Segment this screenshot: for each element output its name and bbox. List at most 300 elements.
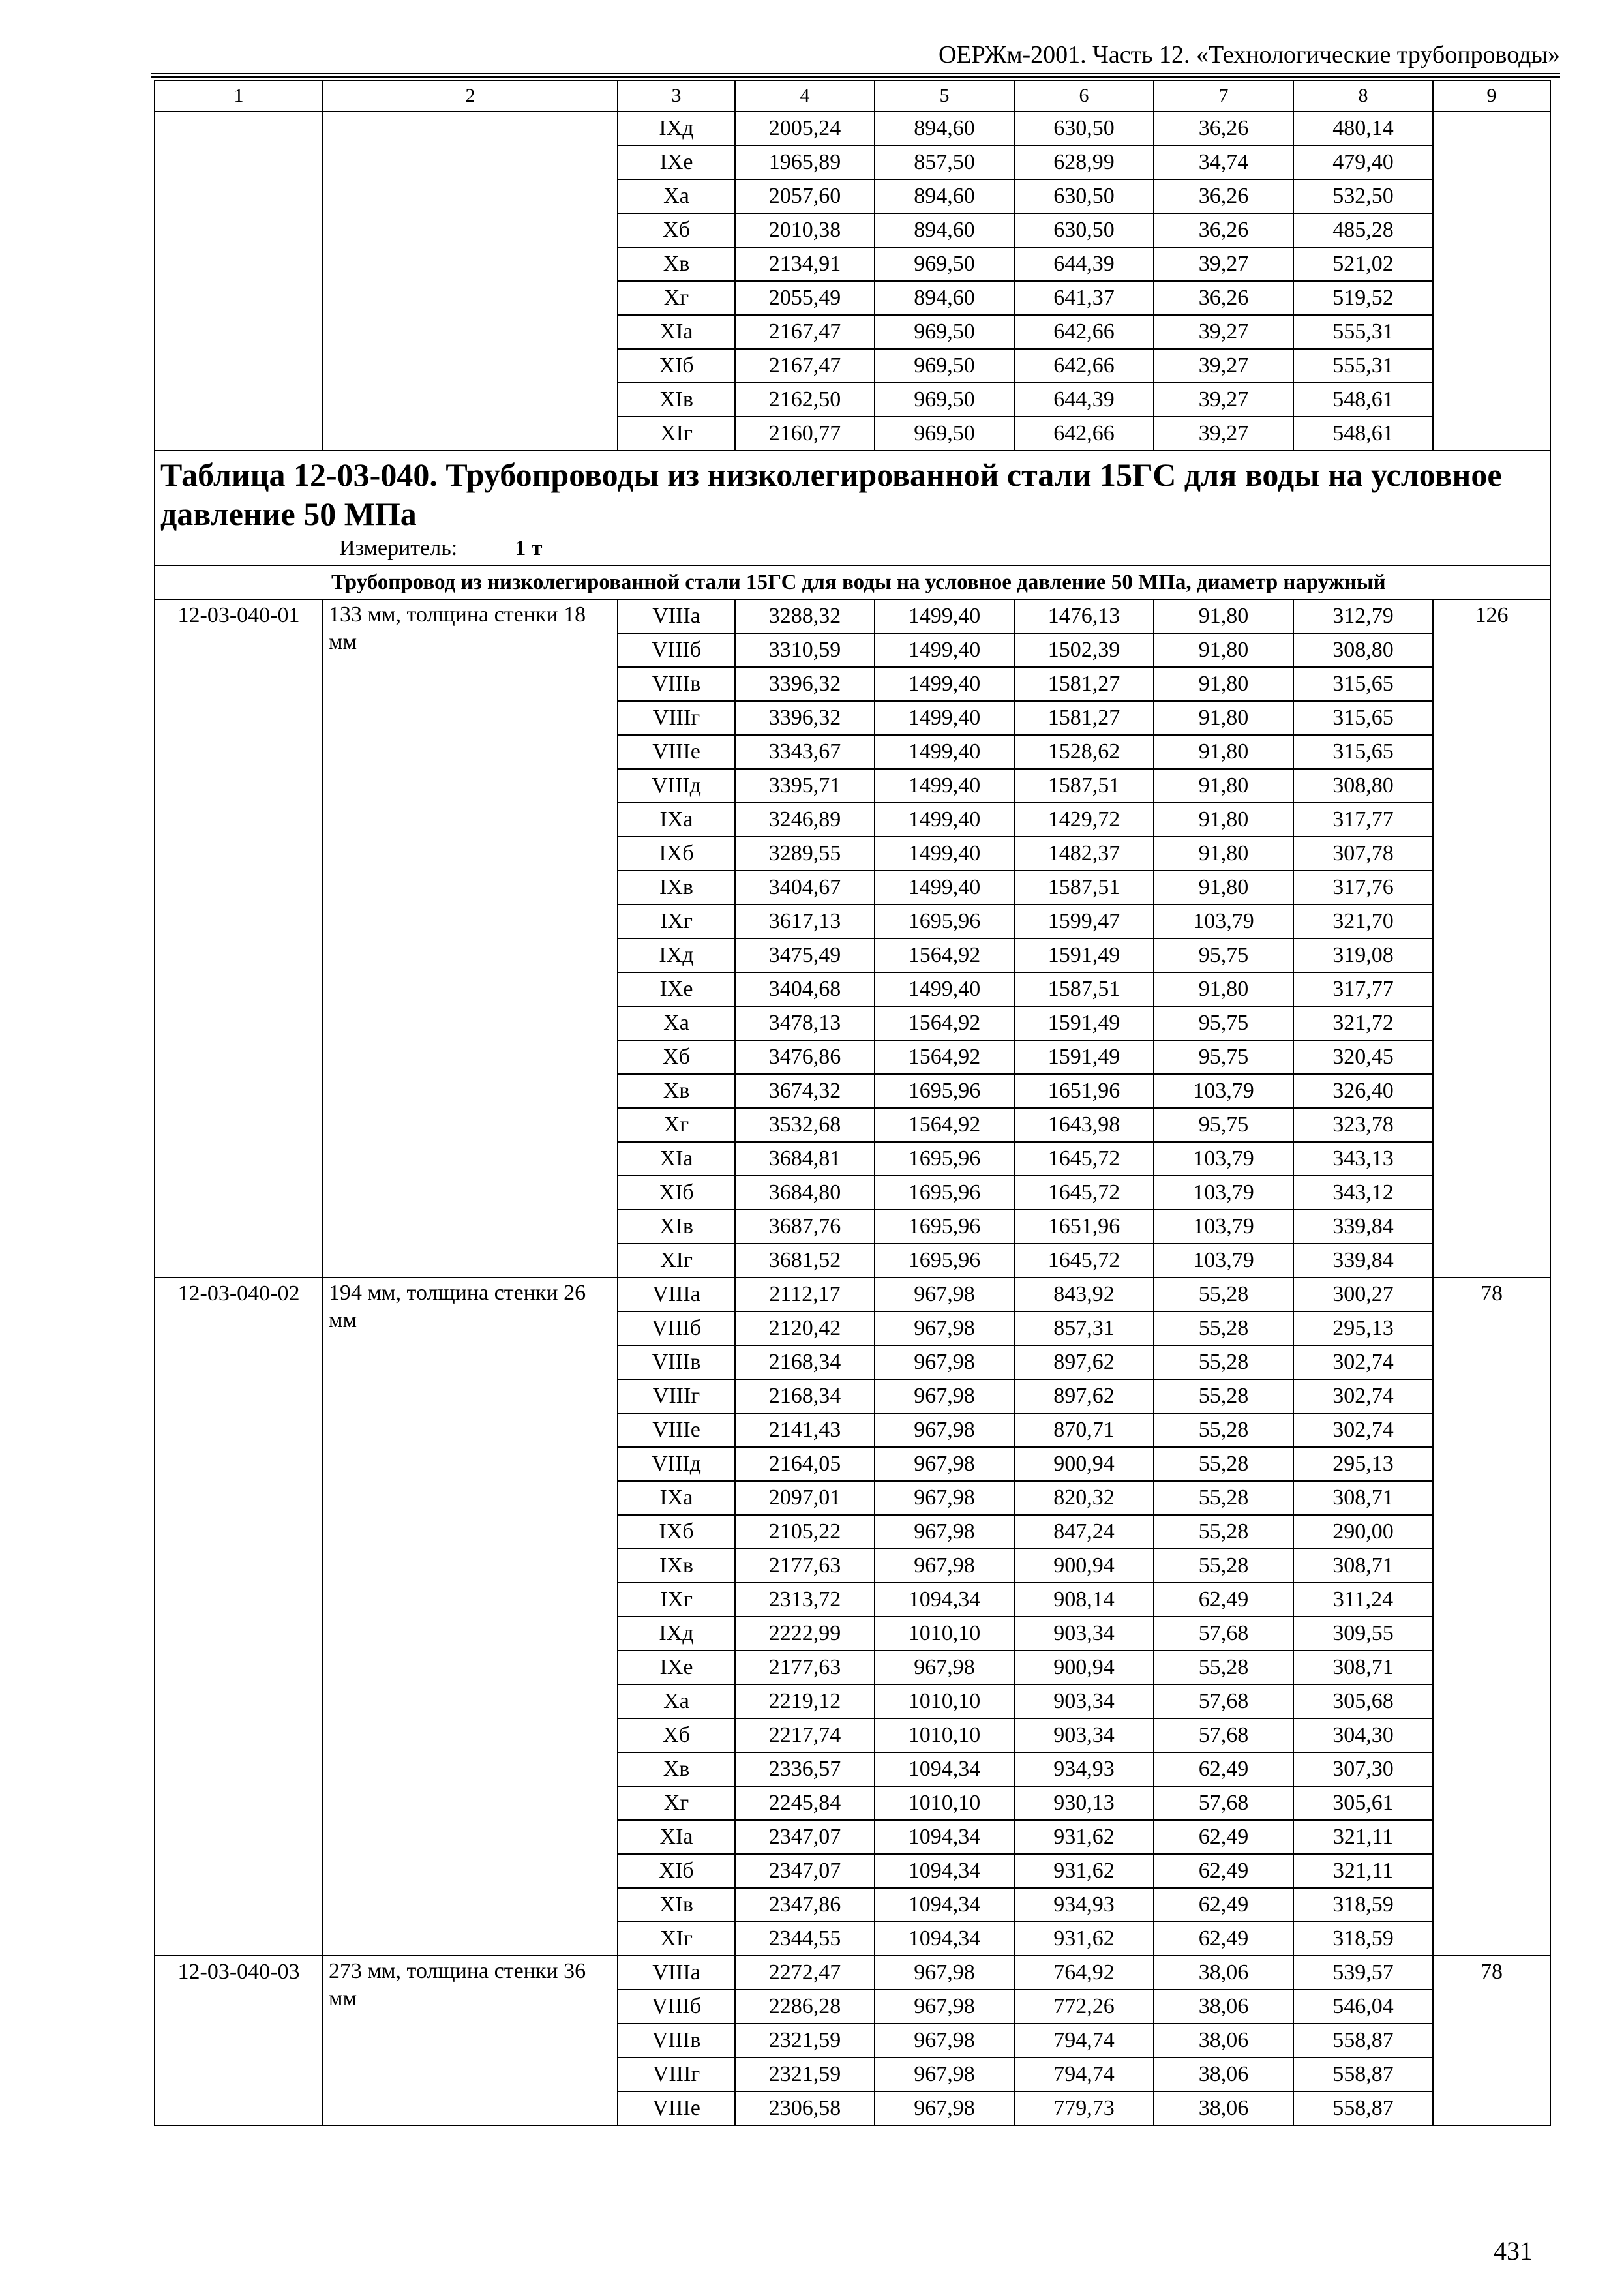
value-cell: 1587,51	[1014, 871, 1154, 905]
rate-description: 273 мм, толщина стенки 36 мм	[323, 1956, 618, 2125]
value-cell: 323,78	[1293, 1108, 1433, 1142]
value-cell: 967,98	[875, 1413, 1014, 1447]
value-cell: 1094,34	[875, 1888, 1014, 1922]
value-cell: 318,59	[1293, 1922, 1433, 1956]
value-cell: 311,24	[1293, 1583, 1433, 1617]
table-row	[155, 599, 1550, 633]
value-cell: 95,75	[1154, 1006, 1293, 1040]
zone-cell: IXг	[618, 905, 735, 938]
value-cell: 2167,47	[735, 349, 875, 383]
rate-code: 12-03-040-03	[155, 1956, 323, 2125]
value-cell: 295,13	[1293, 1447, 1433, 1481]
value-cell: 630,50	[1014, 179, 1154, 213]
value-cell: 304,30	[1293, 1718, 1433, 1752]
value-cell: 39,27	[1154, 417, 1293, 451]
value-cell: 1591,49	[1014, 938, 1154, 972]
value-cell: 62,49	[1154, 1820, 1293, 1854]
value-cell: 2005,24	[735, 112, 875, 145]
value-cell: 894,60	[875, 112, 1014, 145]
table-title: Таблица 12-03-040. Трубопроводы из низколегированной стали 15ГС для воды на условное давление 50 МПа	[160, 456, 1502, 532]
zone-cell: XIв	[618, 383, 735, 417]
table-title-cell	[155, 451, 1550, 565]
value-cell: 900,94	[1014, 1447, 1154, 1481]
value-cell: 558,87	[1293, 2057, 1433, 2091]
value-cell: 315,65	[1293, 735, 1433, 769]
value-cell: 1476,13	[1014, 599, 1154, 633]
col9-value: 78	[1433, 1278, 1550, 1956]
value-cell: 55,28	[1154, 1345, 1293, 1379]
value-cell: 295,13	[1293, 1311, 1433, 1345]
meter-value: 1 т	[515, 536, 543, 560]
value-cell: 1564,92	[875, 938, 1014, 972]
value-cell: 36,26	[1154, 281, 1293, 315]
value-cell: 555,31	[1293, 349, 1433, 383]
value-cell: 967,98	[875, 1447, 1014, 1481]
value-cell: 1587,51	[1014, 769, 1154, 803]
value-cell: 318,59	[1293, 1888, 1433, 1922]
zone-cell: XIб	[618, 1176, 735, 1210]
value-cell: 1695,96	[875, 905, 1014, 938]
value-cell: 3404,67	[735, 871, 875, 905]
value-cell: 1499,40	[875, 667, 1014, 701]
value-cell: 967,98	[875, 1515, 1014, 1549]
value-cell: 519,52	[1293, 281, 1433, 315]
zone-cell: VIIIд	[618, 1447, 735, 1481]
value-cell: 302,74	[1293, 1413, 1433, 1447]
value-cell: 38,06	[1154, 2091, 1293, 2125]
value-cell: 1645,72	[1014, 1142, 1154, 1176]
value-cell: 1645,72	[1014, 1176, 1154, 1210]
meter-label: Измеритель:	[339, 536, 458, 560]
value-cell: 628,99	[1014, 145, 1154, 179]
value-cell: 2177,63	[735, 1651, 875, 1684]
zone-cell: XIа	[618, 315, 735, 349]
value-cell: 1581,27	[1014, 701, 1154, 735]
value-cell: 3684,80	[735, 1176, 875, 1210]
value-cell: 57,68	[1154, 1786, 1293, 1820]
value-cell: 2055,49	[735, 281, 875, 315]
zone-cell: XIг	[618, 417, 735, 451]
value-cell: 91,80	[1154, 701, 1293, 735]
zone-cell: VIIIд	[618, 769, 735, 803]
value-cell: 1499,40	[875, 769, 1014, 803]
value-cell: 539,57	[1293, 1956, 1433, 1990]
column-number: 6	[1014, 80, 1154, 112]
zone-cell: Xг	[618, 1786, 735, 1820]
value-cell: 2313,72	[735, 1583, 875, 1617]
value-cell: 55,28	[1154, 1651, 1293, 1684]
value-cell: 1599,47	[1014, 905, 1154, 938]
value-cell: 326,40	[1293, 1074, 1433, 1108]
value-cell: 897,62	[1014, 1379, 1154, 1413]
value-cell: 62,49	[1154, 1583, 1293, 1617]
value-cell: 91,80	[1154, 837, 1293, 871]
value-cell: 2141,43	[735, 1413, 875, 1447]
zone-cell: Xг	[618, 1108, 735, 1142]
value-cell: 1010,10	[875, 1786, 1014, 1820]
value-cell: 3310,59	[735, 633, 875, 667]
value-cell: 969,50	[875, 247, 1014, 281]
value-cell: 1695,96	[875, 1074, 1014, 1108]
zone-cell: Xа	[618, 1006, 735, 1040]
value-cell: 55,28	[1154, 1549, 1293, 1583]
value-cell: 91,80	[1154, 667, 1293, 701]
value-cell: 3617,13	[735, 905, 875, 938]
value-cell: 1528,62	[1014, 735, 1154, 769]
column-number: 4	[735, 80, 875, 112]
value-cell: 55,28	[1154, 1379, 1293, 1413]
zone-cell: XIв	[618, 1888, 735, 1922]
value-cell: 1010,10	[875, 1718, 1014, 1752]
value-cell: 2321,59	[735, 2024, 875, 2057]
value-cell: 1499,40	[875, 803, 1014, 837]
zone-cell: VIIIе	[618, 735, 735, 769]
value-cell: 95,75	[1154, 1108, 1293, 1142]
value-cell: 2347,07	[735, 1854, 875, 1888]
zone-cell: VIIIе	[618, 2091, 735, 2125]
value-cell: 57,68	[1154, 1684, 1293, 1718]
value-cell: 1965,89	[735, 145, 875, 179]
value-cell: 321,11	[1293, 1820, 1433, 1854]
value-cell: 1651,96	[1014, 1074, 1154, 1108]
value-cell: 2120,42	[735, 1311, 875, 1345]
value-cell: 794,74	[1014, 2057, 1154, 2091]
value-cell: 903,34	[1014, 1617, 1154, 1651]
value-cell: 894,60	[875, 179, 1014, 213]
value-cell: 91,80	[1154, 735, 1293, 769]
value-cell: 302,74	[1293, 1345, 1433, 1379]
zone-cell: Xг	[618, 281, 735, 315]
value-cell: 1429,72	[1014, 803, 1154, 837]
value-cell: 2336,57	[735, 1752, 875, 1786]
value-cell: 548,61	[1293, 383, 1433, 417]
value-cell: 642,66	[1014, 315, 1154, 349]
value-cell: 339,84	[1293, 1210, 1433, 1244]
zone-cell: VIIIб	[618, 633, 735, 667]
value-cell: 339,84	[1293, 1244, 1433, 1278]
value-cell: 91,80	[1154, 871, 1293, 905]
value-cell: 2164,05	[735, 1447, 875, 1481]
page-header: ОЕРЖм-2001. Часть 12. «Технологические трубопроводы»	[938, 41, 1560, 68]
value-cell: 2272,47	[735, 1956, 875, 1990]
value-cell: 34,74	[1154, 145, 1293, 179]
value-cell: 930,13	[1014, 1786, 1154, 1820]
page-number: 431	[1494, 2236, 1533, 2266]
value-cell: 1010,10	[875, 1684, 1014, 1718]
value-cell: 315,65	[1293, 667, 1433, 701]
zone-cell: Xв	[618, 247, 735, 281]
value-cell: 870,71	[1014, 1413, 1154, 1447]
value-cell: 38,06	[1154, 1990, 1293, 2024]
value-cell: 103,79	[1154, 1176, 1293, 1210]
value-cell: 309,55	[1293, 1617, 1433, 1651]
value-cell: 3246,89	[735, 803, 875, 837]
value-cell: 967,98	[875, 1651, 1014, 1684]
value-cell: 558,87	[1293, 2024, 1433, 2057]
value-cell: 897,62	[1014, 1345, 1154, 1379]
zone-cell: VIIIа	[618, 599, 735, 633]
value-cell: 2112,17	[735, 1278, 875, 1311]
value-cell: 967,98	[875, 2091, 1014, 2125]
value-cell: 317,76	[1293, 871, 1433, 905]
rate-code: 12-03-040-02	[155, 1278, 323, 1956]
value-cell: 934,93	[1014, 1752, 1154, 1786]
zone-cell: Xа	[618, 1684, 735, 1718]
value-cell: 969,50	[875, 349, 1014, 383]
zone-cell: IXд	[618, 1617, 735, 1651]
value-cell: 38,06	[1154, 1956, 1293, 1990]
value-cell: 967,98	[875, 1379, 1014, 1413]
value-cell: 321,11	[1293, 1854, 1433, 1888]
value-cell: 3343,67	[735, 735, 875, 769]
col9-value: 78	[1433, 1956, 1550, 2125]
value-cell: 95,75	[1154, 938, 1293, 972]
section-header: Трубопровод из низколегированной стали 15ГС для воды на условное давление 50 МПа, диаметр наружный	[155, 565, 1550, 599]
value-cell: 903,34	[1014, 1684, 1154, 1718]
value-cell: 642,66	[1014, 349, 1154, 383]
zone-cell: IXв	[618, 871, 735, 905]
zone-cell: IXб	[618, 837, 735, 871]
value-cell: 1591,49	[1014, 1006, 1154, 1040]
value-cell: 343,13	[1293, 1142, 1433, 1176]
value-cell: 967,98	[875, 2057, 1014, 2091]
value-cell: 320,45	[1293, 1040, 1433, 1074]
value-cell: 642,66	[1014, 417, 1154, 451]
value-cell: 103,79	[1154, 1210, 1293, 1244]
value-cell: 2245,84	[735, 1786, 875, 1820]
column-number: 5	[875, 80, 1014, 112]
value-cell: 39,27	[1154, 383, 1293, 417]
zone-cell: Xв	[618, 1074, 735, 1108]
value-cell: 969,50	[875, 315, 1014, 349]
value-cell: 1499,40	[875, 599, 1014, 633]
zone-cell: VIIIг	[618, 701, 735, 735]
value-cell: 1482,37	[1014, 837, 1154, 871]
value-cell: 900,94	[1014, 1651, 1154, 1684]
value-cell: 57,68	[1154, 1718, 1293, 1752]
value-cell: 1695,96	[875, 1142, 1014, 1176]
value-cell: 3532,68	[735, 1108, 875, 1142]
value-cell: 857,50	[875, 145, 1014, 179]
col9-value: 126	[1433, 599, 1550, 1278]
value-cell: 3396,32	[735, 667, 875, 701]
value-cell: 308,71	[1293, 1651, 1433, 1684]
value-cell: 55,28	[1154, 1413, 1293, 1447]
value-cell: 894,60	[875, 213, 1014, 247]
value-cell: 3404,68	[735, 972, 875, 1006]
value-cell: 307,30	[1293, 1752, 1433, 1786]
zone-cell: VIIIв	[618, 667, 735, 701]
value-cell: 1695,96	[875, 1176, 1014, 1210]
zone-cell: IXб	[618, 1515, 735, 1549]
value-cell: 2217,74	[735, 1718, 875, 1752]
value-cell: 3476,86	[735, 1040, 875, 1074]
value-cell: 903,34	[1014, 1718, 1154, 1752]
zone-cell: XIб	[618, 1854, 735, 1888]
value-cell: 103,79	[1154, 905, 1293, 938]
zone-cell: VIIIг	[618, 1379, 735, 1413]
value-cell: 3684,81	[735, 1142, 875, 1176]
value-cell: 36,26	[1154, 179, 1293, 213]
zone-cell: Xб	[618, 1040, 735, 1074]
value-cell: 1010,10	[875, 1617, 1014, 1651]
zone-cell: VIIIа	[618, 1278, 735, 1311]
value-cell: 2177,63	[735, 1549, 875, 1583]
value-cell: 2134,91	[735, 247, 875, 281]
value-cell: 38,06	[1154, 2057, 1293, 2091]
value-cell: 764,92	[1014, 1956, 1154, 1990]
value-cell: 857,31	[1014, 1311, 1154, 1345]
value-cell: 967,98	[875, 1278, 1014, 1311]
value-cell: 967,98	[875, 1990, 1014, 2024]
zone-cell: IXг	[618, 1583, 735, 1617]
price-table	[154, 80, 1551, 2126]
zone-cell: XIб	[618, 349, 735, 383]
value-cell: 969,50	[875, 417, 1014, 451]
value-cell: 95,75	[1154, 1040, 1293, 1074]
zone-cell: Xв	[618, 1752, 735, 1786]
value-cell: 894,60	[875, 281, 1014, 315]
value-cell: 1094,34	[875, 1752, 1014, 1786]
value-cell: 3395,71	[735, 769, 875, 803]
value-cell: 1651,96	[1014, 1210, 1154, 1244]
zone-cell: VIIIг	[618, 2057, 735, 2091]
value-cell: 2168,34	[735, 1379, 875, 1413]
value-cell: 55,28	[1154, 1278, 1293, 1311]
value-cell: 1094,34	[875, 1583, 1014, 1617]
value-cell: 644,39	[1014, 247, 1154, 281]
empty-col9-cell	[1433, 112, 1550, 451]
rate-code: 12-03-040-01	[155, 599, 323, 1278]
value-cell: 847,24	[1014, 1515, 1154, 1549]
value-cell: 1564,92	[875, 1108, 1014, 1142]
value-cell: 558,87	[1293, 2091, 1433, 2125]
value-cell: 772,26	[1014, 1990, 1154, 2024]
value-cell: 1499,40	[875, 633, 1014, 667]
value-cell: 55,28	[1154, 1311, 1293, 1345]
value-cell: 3288,32	[735, 599, 875, 633]
zone-cell: VIIIв	[618, 1345, 735, 1379]
value-cell: 317,77	[1293, 803, 1433, 837]
value-cell: 1564,92	[875, 1040, 1014, 1074]
value-cell: 39,27	[1154, 247, 1293, 281]
value-cell: 548,61	[1293, 417, 1433, 451]
column-number: 2	[323, 80, 618, 112]
value-cell: 1499,40	[875, 735, 1014, 769]
value-cell: 91,80	[1154, 769, 1293, 803]
zone-cell: IXа	[618, 803, 735, 837]
value-cell: 1499,40	[875, 701, 1014, 735]
value-cell: 2347,07	[735, 1820, 875, 1854]
value-cell: 3681,52	[735, 1244, 875, 1278]
value-cell: 1499,40	[875, 972, 1014, 1006]
value-cell: 2347,86	[735, 1888, 875, 1922]
value-cell: 302,74	[1293, 1379, 1433, 1413]
value-cell: 1591,49	[1014, 1040, 1154, 1074]
value-cell: 91,80	[1154, 972, 1293, 1006]
value-cell: 843,92	[1014, 1278, 1154, 1311]
value-cell: 2306,58	[735, 2091, 875, 2125]
value-cell: 1499,40	[875, 837, 1014, 871]
value-cell: 2219,12	[735, 1684, 875, 1718]
value-cell: 308,71	[1293, 1549, 1433, 1583]
value-cell: 62,49	[1154, 1854, 1293, 1888]
header-rule	[151, 73, 1560, 78]
value-cell: 315,65	[1293, 701, 1433, 735]
value-cell: 317,77	[1293, 972, 1433, 1006]
empty-description-cell	[323, 112, 618, 451]
value-cell: 532,50	[1293, 179, 1433, 213]
value-cell: 967,98	[875, 1345, 1014, 1379]
value-cell: 969,50	[875, 383, 1014, 417]
value-cell: 630,50	[1014, 112, 1154, 145]
value-cell: 1499,40	[875, 871, 1014, 905]
value-cell: 55,28	[1154, 1447, 1293, 1481]
value-cell: 290,00	[1293, 1515, 1433, 1549]
value-cell: 343,12	[1293, 1176, 1433, 1210]
value-cell: 1094,34	[875, 1854, 1014, 1888]
value-cell: 308,80	[1293, 769, 1433, 803]
value-cell: 931,62	[1014, 1820, 1154, 1854]
value-cell: 555,31	[1293, 315, 1433, 349]
value-cell: 931,62	[1014, 1922, 1154, 1956]
value-cell: 55,28	[1154, 1515, 1293, 1549]
value-cell: 1587,51	[1014, 972, 1154, 1006]
value-cell: 479,40	[1293, 145, 1433, 179]
value-cell: 546,04	[1293, 1990, 1433, 2024]
value-cell: 305,61	[1293, 1786, 1433, 1820]
value-cell: 1695,96	[875, 1244, 1014, 1278]
value-cell: 312,79	[1293, 599, 1433, 633]
value-cell: 2097,01	[735, 1481, 875, 1515]
table-row	[155, 112, 1550, 145]
table-title-row	[155, 451, 1550, 565]
value-cell: 2162,50	[735, 383, 875, 417]
value-cell: 1564,92	[875, 1006, 1014, 1040]
value-cell: 3478,13	[735, 1006, 875, 1040]
value-cell: 1094,34	[875, 1820, 1014, 1854]
value-cell: 307,78	[1293, 837, 1433, 871]
empty-code-cell	[155, 112, 323, 451]
value-cell: 305,68	[1293, 1684, 1433, 1718]
value-cell: 3289,55	[735, 837, 875, 871]
value-cell: 62,49	[1154, 1752, 1293, 1786]
value-cell: 931,62	[1014, 1854, 1154, 1888]
zone-cell: IXд	[618, 938, 735, 972]
value-cell: 308,80	[1293, 633, 1433, 667]
rate-description: 194 мм, толщина стенки 26 мм	[323, 1278, 618, 1956]
value-cell: 934,93	[1014, 1888, 1154, 1922]
value-cell: 2160,77	[735, 417, 875, 451]
zone-cell: VIIIв	[618, 2024, 735, 2057]
value-cell: 967,98	[875, 1549, 1014, 1583]
value-cell: 39,27	[1154, 315, 1293, 349]
column-number: 3	[618, 80, 735, 112]
zone-cell: IXа	[618, 1481, 735, 1515]
zone-cell: IXе	[618, 145, 735, 179]
value-cell: 103,79	[1154, 1244, 1293, 1278]
value-cell: 2057,60	[735, 179, 875, 213]
section-header-row	[155, 565, 1550, 599]
value-cell: 1643,98	[1014, 1108, 1154, 1142]
value-cell: 300,27	[1293, 1278, 1433, 1311]
zone-cell: XIа	[618, 1142, 735, 1176]
zone-cell: XIг	[618, 1244, 735, 1278]
zone-cell: XIв	[618, 1210, 735, 1244]
zone-cell: IXе	[618, 972, 735, 1006]
zone-cell: Xа	[618, 179, 735, 213]
table-row	[155, 1278, 1550, 1311]
